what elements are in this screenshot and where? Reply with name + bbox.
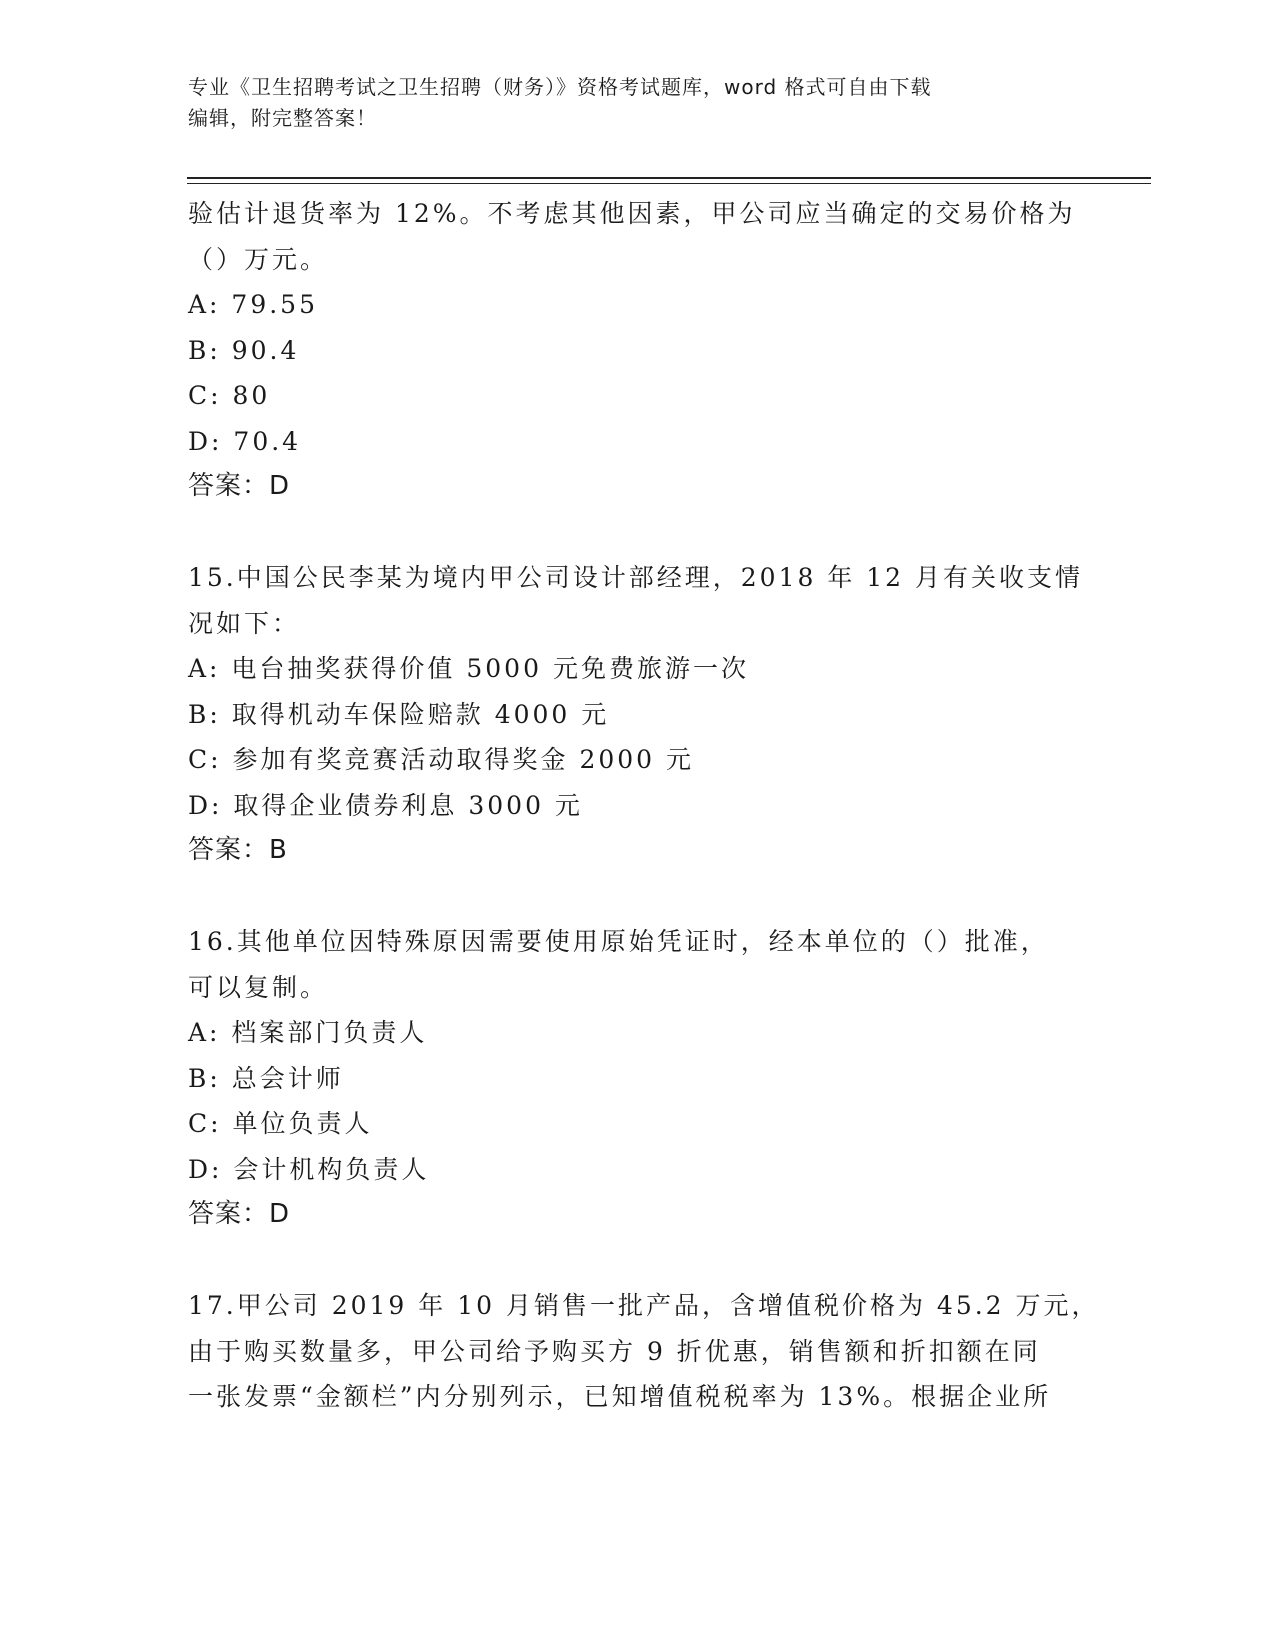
option-d: D: 会计机构负责人 (188, 1154, 430, 1184)
option-b: B: 总会计师 (188, 1063, 344, 1093)
document-body (188, 191, 1100, 1420)
question-14-continued (188, 191, 1088, 510)
question-stem: 16.其他单位因特殊原因需要使用原始凭证时，经本单位的（）批准， (188, 927, 1049, 956)
question-16 (188, 919, 1088, 1238)
header-line-2: 编辑，附完整答案！ (188, 106, 377, 130)
question-stem: 验估计退货率为 12%。不考虑其他因素，甲公司应当确定的交易价格为 (188, 199, 1076, 228)
header-divider-thin (187, 183, 1151, 184)
option-d: D: 取得企业债券利息 3000 元 (188, 790, 583, 820)
question-stem: 可以复制。 (188, 972, 329, 1002)
option-c: C: 80 (188, 381, 271, 410)
question-stem: 15.中国公民李某为境内甲公司设计部经理，2018 年 12 月有关收支情 (188, 563, 1084, 592)
document-header (188, 72, 1068, 134)
question-stem: 况如下： (188, 608, 301, 638)
question-stem: 一张发票“金额栏”内分别列示，已知增值税税率为 13%。根据企业所 (188, 1382, 1052, 1411)
option-c: C: 参加有奖竞赛活动取得奖金 2000 元 (188, 745, 695, 774)
option-a: A: 档案部门负责人 (188, 1018, 428, 1047)
answer: 答案：D (188, 1199, 291, 1229)
header-line-1: 专业《卫生招聘考试之卫生招聘（财务）》资格考试题库，word 格式可自由下载 (188, 75, 932, 99)
spacer (188, 510, 1088, 556)
option-b: B: 取得机动车保险赔款 4000 元 (188, 699, 610, 729)
answer: 答案：B (188, 835, 288, 865)
spacer (188, 874, 1088, 920)
question-15 (188, 555, 1088, 874)
option-a: A: 79.55 (188, 290, 318, 319)
question-stem: 由于购买数量多，甲公司给予购买方 9 折优惠，销售额和折扣额在同 (188, 1336, 1041, 1366)
question-stem: （）万元。 (188, 244, 329, 274)
option-c: C: 单位负责人 (188, 1109, 373, 1138)
answer: 答案：D (188, 471, 291, 501)
question-stem: 17.甲公司 2019 年 10 月销售一批产品，含增值税价格为 45.2 万元， (188, 1291, 1100, 1320)
question-17 (188, 1283, 1100, 1420)
option-b: B: 90.4 (188, 335, 300, 365)
option-a: A: 电台抽奖获得价值 5000 元免费旅游一次 (188, 654, 749, 683)
option-d: D: 70.4 (188, 426, 302, 456)
header-divider (187, 177, 1151, 179)
spacer (188, 1238, 1088, 1284)
